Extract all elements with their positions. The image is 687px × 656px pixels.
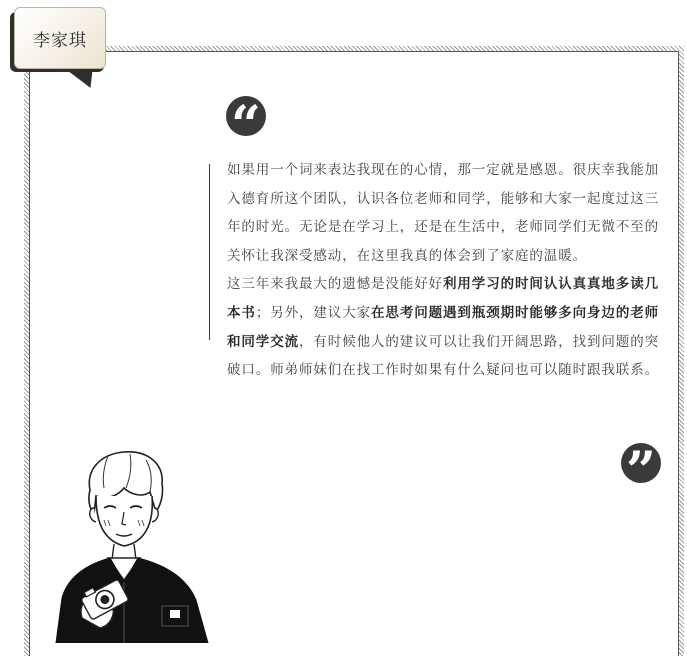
close-quote-icon: ” — [621, 443, 661, 483]
accent-line — [209, 164, 210, 340]
text-run: 这三年来我最大的遗憾是没能好好 — [227, 276, 443, 293]
text-run: 如果用一个词来表达我现在的心情，那一定就是感恩。很庆幸我能加入德育所这个团队，认识各位老师和同学，能够和大家一起度过这三年的时光。无论是在学习上，还是在生活中，老师同学们无微不至的关怀让我深受感动，在这里我真的体会到了家庭的温暖。 — [227, 162, 659, 264]
emphasis-text: 利用学习的时间认认真真地多读几本书 — [227, 276, 659, 321]
paragraph-1 — [227, 156, 663, 270]
testimonial-text — [227, 156, 663, 385]
name-tag-label: 李家琪 — [33, 30, 87, 51]
text-run: ，有时候他人的建议可以让我们开阔思路，找到问题的突破口。师弟师妹们在找工作时如果有什么疑问也可以随时跟我联系。 — [227, 333, 659, 379]
emphasis-text: 在思考问题遇到瓶颈期时能够多向身边的老师和同学交流 — [227, 304, 660, 350]
open-quote-icon: “ — [226, 96, 266, 136]
name-tag — [14, 7, 106, 69]
boy-with-camera-illustration — [38, 448, 228, 643]
paragraph-2 — [227, 270, 663, 384]
text-run: ；另外，建议大家 — [255, 304, 372, 321]
